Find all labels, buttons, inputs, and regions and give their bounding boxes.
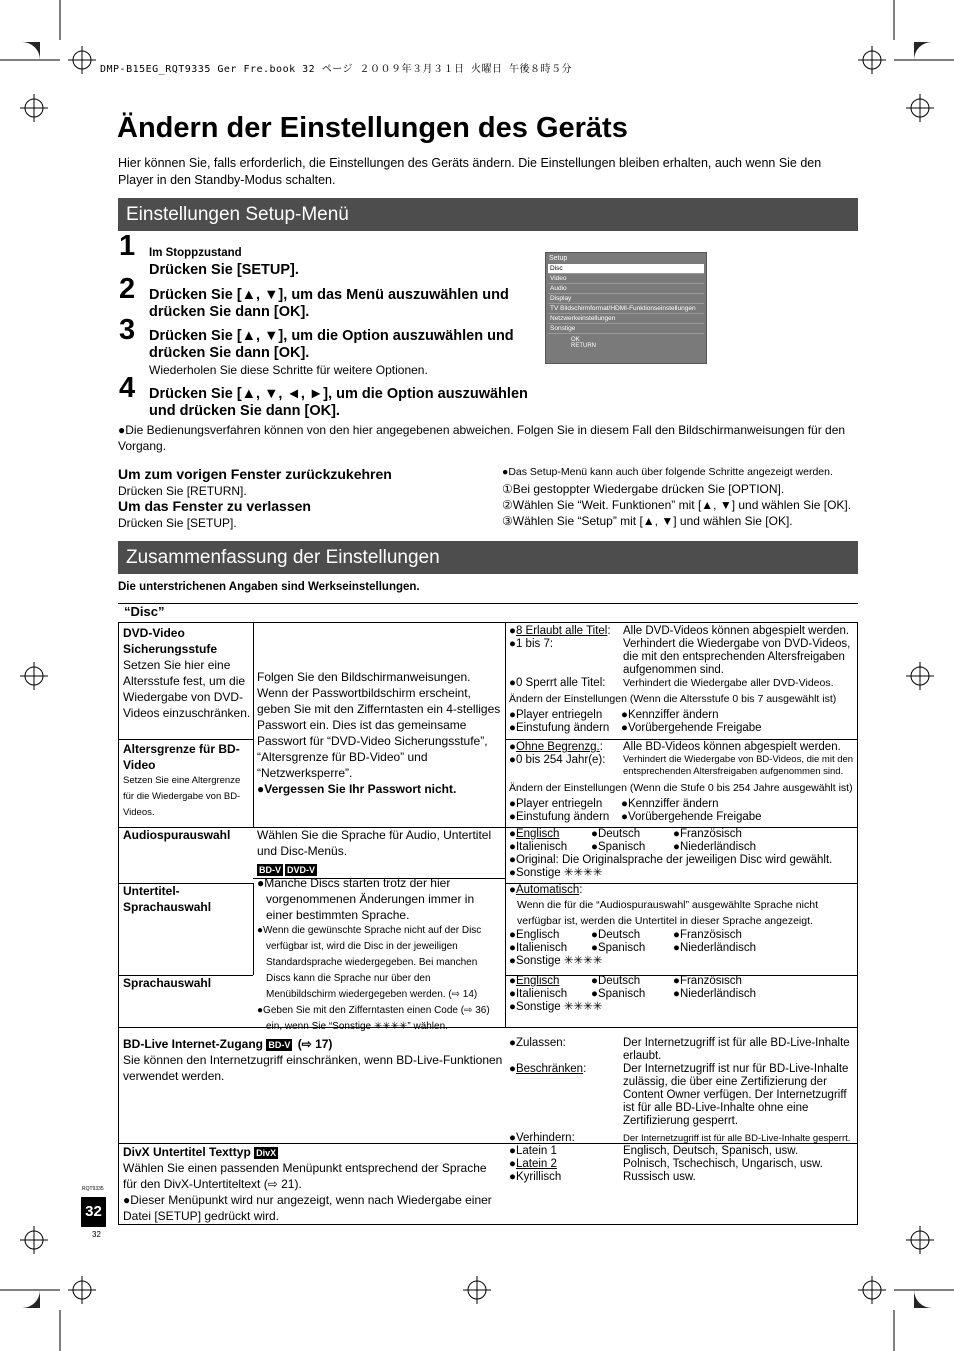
bl-opt-allow: ●Zulassen: <box>509 1037 566 1049</box>
sub-opt-auto: Automatisch <box>515 884 580 896</box>
menu-lang-other: ●Sonstige ✳✳✳✳ <box>509 1001 603 1013</box>
section-heading-summary: Zusammenfassung der Einstellungen <box>118 541 858 574</box>
dvd-lock-desc: Setzen Sie hier eine Altersstufe fest, um die Wiedergabe von DVD-Videos einzuschränken. <box>123 658 251 720</box>
badge-divx: DivX <box>256 1148 277 1158</box>
audio-lang-de: ●Deutsch <box>591 828 641 840</box>
audio-lang-nl: ●Niederländisch <box>673 841 757 853</box>
bl-opt-block: ●Verhindern: <box>509 1132 575 1144</box>
step-number-1: 1 <box>119 230 136 262</box>
dvd-opt-8-desc: Alle DVD-Videos können abgespielt werden. <box>623 625 850 637</box>
bd-opt-none: Ohne Begrenzg. <box>515 741 600 753</box>
password-instructions: Folgen Sie den Bildschirmanweisungen. Wenn der Passwortbildschirm erscheint, geben Sie mit den Zifferntasten ein 4-stelliges Passwort ein. Dies ist das gemeinsame Passwort für “DVD-Video Sicherungsstufe”, “Altersgrenze für BD-Video” und “Netzwerksperre”. <box>257 670 501 780</box>
bd-opt-change-level: ●Einstufung ändern <box>509 811 610 823</box>
menu-lang-heading: Sprachauswahl <box>123 976 212 990</box>
sub-lang-it: ●Italienisch <box>509 942 568 954</box>
badge-dvd-v: DVD-V <box>287 865 316 875</box>
bdlive-desc: Sie können den Internetzugriff einschränken, wenn BD-Live-Funktionen verwendet werden. <box>123 1053 503 1083</box>
step-2-text: Drücken Sie [▲, ▼], um das Menü auszuwählen und drücken Sie dann [OK]. <box>149 287 509 320</box>
section-heading-setup: Einstellungen Setup-Menü <box>118 198 858 231</box>
step-number-2: 2 <box>119 273 136 305</box>
lang-note-2: ●Wenn die gewünschte Sprache nicht auf der Disc verfügbar ist, wird die Disc in der jeweiligen Standardsprache wiedergegeben. Bei manchen Discs kann die Sprache nur über den Menübildschirm wiedergegeben werden. (⇨ 14) <box>257 925 482 1000</box>
screen-item-tv: TV Bildschirmformat/HDMI-Funktionseinstellungen <box>548 304 704 314</box>
menu-lang-de: ●Deutsch <box>591 975 641 987</box>
print-header: DMP-B15EG_RQT9335 Ger Fre.book 32 ページ ２００９年３月３１日 火曜日 午後８時５分 <box>100 64 573 75</box>
bdlive-heading: BD-Live Internet-Zugang <box>123 1037 263 1051</box>
alt-step-3: ③Wählen Sie “Setup” mit [▲, ▼] und wählen Sie [OK]. <box>502 514 793 528</box>
bl-opt-block-desc: Der Internetzugriff ist für alle BD-Live-Inhalte gesperrt. <box>623 1133 851 1144</box>
step-3-text: Drücken Sie [▲, ▼], um die Option auszuwählen und drücken Sie dann [OK]. <box>149 328 514 361</box>
screen-ok-label: OK <box>571 337 580 343</box>
dx-opt-cyrillic: ●Kyrillisch <box>509 1171 562 1183</box>
screen-item-audio: Audio <box>548 284 704 294</box>
dvd-change-note: Ändern der Einstellungen (Wenn die Altersstufe 0 bis 7 ausgewählt ist) <box>509 693 837 705</box>
divider <box>118 603 858 604</box>
lang-note-1: ●Manche Discs starten trotz der hier vorgenommenen Änderungen immer in einer bestimmten Sprache. <box>257 876 475 922</box>
divx-note: ●Dieser Menüpunkt wird nur angezeigt, wenn nach Wiedergabe einer Datei [SETUP] gedrückt wird. <box>123 1193 492 1223</box>
exit-text: Drücken Sie [SETUP]. <box>118 516 237 530</box>
screen-item-video: Video <box>548 274 704 284</box>
dvd-opt-8: 8 Erlaubt alle Titel <box>515 625 608 637</box>
lang-note-3: ●Geben Sie mit den Zifferntasten einen Code (⇨ 36) ein, wenn Sie “Sonstige ✳✳✳✳” wählen. <box>257 1005 490 1032</box>
sub-opt-auto-desc: Wenn die für die “Audiospurauswahl” ausgewählte Sprache nicht verfügbar ist, werden die Untertitel in dieser Sprache angezeigt. <box>517 899 818 927</box>
menu-lang-es: ●Spanisch <box>591 988 646 1000</box>
bd-opt-age: 0 bis 254 Jahr(e): <box>515 754 606 766</box>
setup-menu-screenshot <box>545 252 707 364</box>
alt-note: ●Das Setup-Menü kann auch über folgende Schritte angezeigt werden. <box>502 466 833 478</box>
bd-opt-age-desc: Verhindert die Wiedergabe von BD-Videos, die mit den entsprechenden Altersfreigaben aufgenommen sind. <box>623 754 854 777</box>
back-heading: Um zum vorigen Fenster zurückzukehren <box>118 466 392 482</box>
settings-table: DVD-Video Sicherungsstufe Setzen Sie hier eine Altersstufe fest, um die Wiedergabe von DVD-Videos einzuschränken. Folgen Sie den Bildschirmanweisungen. Wenn der Passwortbildschirm erscheint, geben Sie mit den Zifferntasten ein 4-stelliges Passwort ein. Dies ist das gemeinsame Passwort für “DVD-Video Sicherungsstufe”, “Altersgrenze für BD-Video” und “Netzwerksperre”. ●Vergessen Sie Ihr Passwort nicht. ●8 Erlaubt alle Titel: Alle DVD-Videos können abgespielt werden. ●1 bis 7: Verhindert die Wiedergabe von DVD-Videos, die mit den entsprechenden Altersfreigaben aufgenommen sind. ●0 Sperrt alle Titel: Verhindert die Wiedergabe aller DVD-Videos. Ändern der Einstellungen (Wenn die Altersstufe 0 bis 7 ausgewählt ist) ●Player entriegeln ●Kennziffer ändern ●Einstufung ändern ●Vorübergehende Freigabe Altersgrenze für BD-Video Setzen Sie eine Altergrenze für die Wiedergabe von BD-Videos. ●Ohne Begrenzg.: Alle BD-Videos können abgespielt werden. ●0 bis 254 Jahr(e): Verhindert die Wiedergabe von BD-Videos, die mit den entsprechenden Altersfreigaben aufgenommen sind. Ändern der Einstellungen (Wenn die Stufe 0 bis 254 Jahre ausgewählt ist) ●Player entriegeln ●Kennziffer ändern ●Einstufung ändern ●Vorübergehende Freigabe Audiospurauswahl Wählen Sie die Sprache für Audio, Untertitel und Disc-Menüs. BD-V DVD-V ●Manche Discs starten trotz der hier vorgenommenen Änderungen immer in einer bestimmten Sprache. ●Wenn die gewünschte Sprache nicht auf der Disc verfügbar ist, wird die Disc in der jeweiligen Standardsprache wiedergegeben. Bei manchen Discs kann die Sprache nur über den Menübildschirm wiedergegeben werden. (⇨ 14) ●Geben Sie mit den Zifferntasten einen Code (⇨ 36) ein, wenn Sie “Sonstige ✳✳✳✳” wählen. ●Englisch ●Deutsch ●Französisch ●Italienisch ●Spanisch ●Niederländisch ●Original: Die Originalsprache der jeweiligen Disc wird gewählt. ●Sonstige ✳✳✳✳ Untertitel-Sprachauswahl ●Automatisch: Wenn die für die “Audiospurauswahl” ausgewählte Sprache nicht verfügbar ist, werden die Untertitel in dieser Sprache angezeigt. ●Englisch ●Deutsch ●Französisch ●Italienisch ●Spanisch ●Niederländisch ●Sonstige ✳✳✳✳ Sprachauswahl ●Englisch ●Deutsch ●Französisch ●Italienisch ●Spanisch ●Niederländisch ●Sonstige ✳✳✳✳ BD-Live Internet-Zugang BD-V (⇨ 17) Sie können den Internetzugriff einschränken, wenn BD-Live-Funktionen verwendet werden. ●Zulassen: Der Internetzugriff ist für alle BD-Live-Inhalte erlaubt. ●Beschränken: Der Internetzugriff ist nur für BD-Live-Inhalte zulässig, die über eine Zertifizierung der Content Owner verfügen. Der Internetzugriff ist für alle BD-Live-Inhalte ohne eine Zertifizierung gesperrt. ●Verhindern: Der Internetzugriff ist für alle BD-Live-Inhalte gesperrt. DivX Untertitel Texttyp DivX Wählen Sie einen passenden Menüpunkt entsprechend der Sprache für den DivX-Untertiteltext (⇨ 21). ●Dieser Menüpunkt wird nur angezeigt, wenn nach Wiedergabe einer Datei [SETUP] gedrückt wird. ●Latein 1 Englisch, Deutsch, Spanisch, usw. ●Latein 2 Polnisch, Tschechisch, Ungarisch, usw. ●Kyrillisch Russisch usw. <box>118 622 858 1225</box>
divx-heading: DivX Untertitel Texttyp <box>123 1145 251 1159</box>
menu-lang-it: ●Italienisch <box>509 988 568 1000</box>
alt-step-1: ①Bei gestoppter Wiedergabe drücken Sie [OPTION]. <box>502 482 785 496</box>
sub-lang-nl: ●Niederländisch <box>673 942 757 954</box>
bd-opt-none-desc: Alle BD-Videos können abgespielt werden. <box>623 741 841 753</box>
dx-opt-latin1: ●Latein 1 <box>509 1145 557 1157</box>
sub-lang-fr: ●Französisch <box>673 929 742 941</box>
sub-lang-other: ●Sonstige ✳✳✳✳ <box>509 955 603 967</box>
back-text: Drücken Sie [RETURN]. <box>118 484 247 498</box>
screen-return-label: RETURN <box>571 343 596 349</box>
page-number-small: 32 <box>92 1230 101 1239</box>
audio-lang-fr: ●Französisch <box>673 828 742 840</box>
bl-opt-allow-desc: Der Internetzugriff ist für alle BD-Live-Inhalte erlaubt. <box>623 1037 850 1062</box>
dx-opt-latin2-desc: Polnisch, Tschechisch, Ungarisch, usw. <box>623 1158 823 1170</box>
audio-desc: Wählen Sie die Sprache für Audio, Untertitel und Disc-Menüs. <box>257 828 492 858</box>
step-1-text: Drücken Sie [SETUP]. <box>149 262 299 278</box>
exit-heading: Um das Fenster zu verlassen <box>118 498 311 514</box>
audio-lang-it: ●Italienisch <box>509 841 568 853</box>
audio-lang-original: ●Original: Die Originalsprache der jeweiligen Disc wird gewählt. <box>509 854 833 866</box>
screen-item-other: Sonstige <box>548 324 704 334</box>
divx-desc: Wählen Sie einen passenden Menüpunkt entsprechend der Sprache für den DivX-Untertiteltext (⇨ 21). <box>123 1161 487 1191</box>
audio-heading: Audiospurauswahl <box>123 828 231 842</box>
bl-opt-limit-desc: Der Internetzugriff ist nur für BD-Live-Inhalte zulässig, die über eine Zertifizierung der Content Owner verfügen. Der Internetzugriff ist für alle BD-Live-Inhalte ohne eine Zertifizierung gesperrt. <box>623 1063 849 1127</box>
opt-temp-release: ●Vorübergehende Freigabe <box>621 722 762 734</box>
bl-opt-limit: Beschränken <box>515 1063 584 1075</box>
badge-bd-v: BD-V <box>259 865 281 875</box>
subtitle-heading: Untertitel-Sprachauswahl <box>123 884 212 914</box>
dvd-opt-0-desc: Verhindert die Wiedergabe aller DVD-Videos. <box>623 677 834 689</box>
alt-step-2: ②Wählen Sie “Weit. Funktionen” mit [▲, ▼] und wählen Sie [OK]. <box>502 498 852 512</box>
screen-item-network: Netzwerkeinstellungen <box>548 314 704 324</box>
bd-change-note: Ändern der Einstellungen (Wenn die Stufe 0 bis 254 Jahre ausgewählt ist) <box>509 782 853 794</box>
password-warning: ●Vergessen Sie Ihr Passwort nicht. <box>257 782 457 796</box>
bd-opt-unlock: ●Player entriegeln <box>509 798 603 810</box>
step-3-note: Wiederholen Sie diese Schritte für weitere Optionen. <box>149 363 428 377</box>
factory-note: Die unterstrichenen Angaben sind Werkseinstellungen. <box>118 581 420 593</box>
bdlive-ref: (⇨ 17) <box>297 1037 333 1051</box>
doc-code: RQT9335 <box>82 1186 104 1192</box>
sub-lang-es: ●Spanisch <box>591 942 646 954</box>
opt-unlock: ●Player entriegeln <box>509 709 603 721</box>
sub-lang-en: Englisch <box>515 929 560 941</box>
page-title: Ändern der Einstellungen des Geräts <box>117 112 628 144</box>
screen-title: Setup <box>549 255 568 262</box>
sub-lang-de: ●Deutsch <box>591 929 641 941</box>
bd-opt-temp-release: ●Vorübergehende Freigabe <box>621 811 762 823</box>
procedure-note: ●Die Bedienungsverfahren können von den hier angegebenen abweichen. Folgen Sie in diesem Fall den Bildschirmanweisungen für den Vorgang. <box>118 423 846 453</box>
dx-opt-latin2: Latein 2 <box>515 1158 557 1170</box>
dvd-lock-heading: DVD-Video Sicherungsstufe <box>123 626 218 656</box>
menu-lang-fr: ●Französisch <box>673 975 742 987</box>
badge-bdlive-bd-v: BD-V <box>268 1040 291 1050</box>
bd-age-desc: Setzen Sie eine Altergrenze für die Wiedergabe von BD-Videos. <box>123 775 241 818</box>
dvd-opt-1-7: 1 bis 7: <box>515 638 554 650</box>
dvd-opt-0: 0 Sperrt alle Titel: <box>515 677 606 689</box>
opt-change-level: ●Einstufung ändern <box>509 722 610 734</box>
step-1-precondition: Im Stoppzustand <box>149 247 242 259</box>
bd-opt-change-pin: ●Kennziffer ändern <box>621 798 719 810</box>
step-number-3: 3 <box>119 314 136 346</box>
dx-opt-cyrillic-desc: Russisch usw. <box>623 1171 696 1183</box>
audio-lang-en: Englisch <box>515 828 560 840</box>
step-4-text: Drücken Sie [▲, ▼, ◄, ►], um die Option auszuwählen und drücken Sie dann [OK]. <box>149 386 528 419</box>
page-number: 32 <box>81 1197 106 1227</box>
screen-item-display: Display <box>548 294 704 304</box>
step-number-4: 4 <box>119 372 136 404</box>
dx-opt-latin1-desc: Englisch, Deutsch, Spanisch, usw. <box>623 1145 799 1157</box>
menu-lang-en: Englisch <box>515 975 560 987</box>
intro-text: Hier können Sie, falls erforderlich, die Einstellungen des Geräts ändern. Die Einstellungen bleiben erhalten, auch wenn Sie den Player in den Standby-Modus schalten. <box>118 156 822 187</box>
screen-item-disc: Disc <box>548 264 704 274</box>
disc-label: “Disc” <box>124 604 165 619</box>
dvd-opt-1-7-desc: Verhindert die Wiedergabe von DVD-Videos, die mit den entsprechenden Altersfreigaben aufgenommen sind. <box>623 638 851 676</box>
audio-lang-other: ●Sonstige ✳✳✳✳ <box>509 867 603 879</box>
bd-age-heading: Altersgrenze für BD-Video <box>123 742 240 772</box>
menu-lang-nl: ●Niederländisch <box>673 988 757 1000</box>
opt-change-pin: ●Kennziffer ändern <box>621 709 719 721</box>
audio-lang-es: ●Spanisch <box>591 841 646 853</box>
